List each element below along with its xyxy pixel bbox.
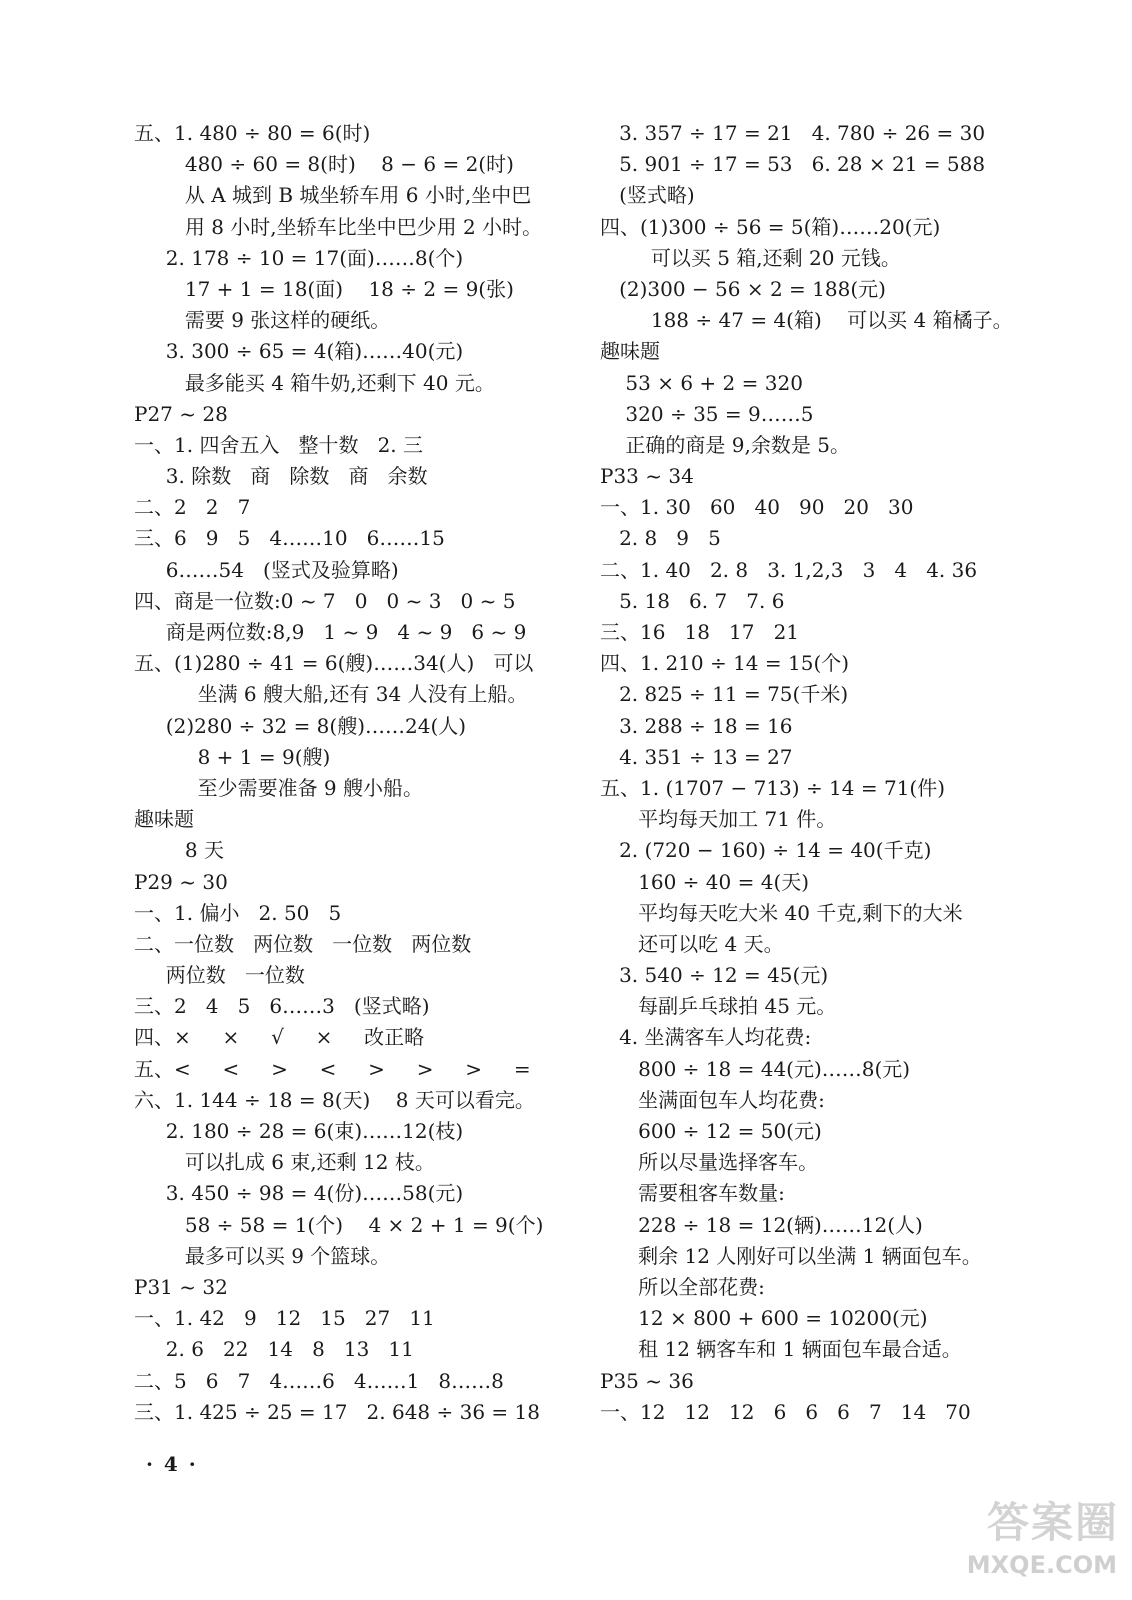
answer-line: 剩余 12 人刚好可以坐满 1 辆面包车。: [600, 1243, 982, 1268]
answer-line: 2. 825 ÷ 11 = 75(千米): [600, 682, 849, 707]
answer-line: 最多可以买 9 个篮球。: [134, 1243, 391, 1268]
answer-line: 三、16 18 17 21: [600, 620, 800, 644]
answer-line: 320 ÷ 35 = 9……5: [600, 401, 814, 426]
watermark-logo: [955, 1495, 1125, 1595]
answer-line: 3. 540 ÷ 12 = 45(元): [600, 963, 829, 988]
answer-line: 二、5 6 7 4……6 4……1 8……8: [134, 1368, 504, 1393]
answer-line: 4. 351 ÷ 13 = 27: [600, 744, 793, 769]
answer-line: 三、1. 425 ÷ 25 = 17 2. 648 ÷ 36 = 18: [134, 1399, 540, 1424]
watermark-top-text: 答案圈: [986, 1498, 1119, 1547]
answer-line: 480 ÷ 60 = 8(时) 8 − 6 = 2(时): [134, 152, 514, 177]
answer-line: 三、6 9 5 4……10 6……15: [134, 526, 445, 551]
answer-line: 2. 178 ÷ 10 = 17(面)……8(个): [134, 245, 464, 270]
answer-line: 还可以吃 4 天。: [600, 931, 784, 956]
answer-line: 2. 6 22 14 8 13 11: [134, 1337, 414, 1362]
answer-line: 最多能买 4 箱牛奶,还剩下 40 元。: [134, 370, 495, 395]
answer-line: 四、商是一位数:0 ~ 7 0 0 ~ 3 0 ~ 5: [134, 588, 516, 613]
answer-line: 2. (720 − 160) ÷ 14 = 40(千克): [600, 838, 932, 863]
answer-line: P29 ~ 30: [134, 869, 228, 894]
answer-line: 所以全部花费:: [600, 1274, 765, 1299]
answer-line: 5. 901 ÷ 17 = 53 6. 28 × 21 = 588: [600, 152, 986, 177]
answer-line: 3. 288 ÷ 18 = 16: [600, 713, 793, 738]
answer-line: 坐满 6 艘大船,还有 34 人没有上船。: [134, 682, 528, 707]
answer-line: 从 A 城到 B 城坐轿车用 6 小时,坐中巴: [134, 183, 532, 208]
answer-line: 一、1. 四舍五入 整十数 2. 三: [134, 432, 424, 457]
answer-line: 租 12 辆客车和 1 辆面包车最合适。: [600, 1337, 962, 1362]
answer-line: 可以扎成 6 束,还剩 12 枝。: [134, 1150, 435, 1175]
answer-line: 4. 坐满客车人均花费:: [600, 1025, 812, 1050]
answer-line: 平均每天吃大米 40 千克,剩下的大米: [600, 900, 963, 925]
answer-line: 坐满面包车人均花费:: [600, 1087, 825, 1112]
answer-line: 正确的商是 9,余数是 5。: [600, 432, 850, 457]
answer-line: 160 ÷ 40 = 4(天): [600, 869, 810, 894]
answer-line: 五、1. (1707 − 713) ÷ 14 = 71(件): [600, 775, 946, 800]
answer-line: 53 × 6 + 2 = 320: [600, 370, 803, 395]
answer-line: P35 ~ 36: [600, 1368, 694, 1393]
answer-line: 至少需要准备 9 艘小船。: [134, 775, 424, 800]
answer-line: 用 8 小时,坐轿车比坐中巴少用 2 小时。: [134, 214, 543, 239]
answer-line: 3. 300 ÷ 65 = 4(箱)……40(元): [134, 339, 464, 364]
answer-line: 228 ÷ 18 = 12(辆)……12(人): [600, 1212, 923, 1237]
answer-line: 3. 357 ÷ 17 = 21 4. 780 ÷ 26 = 30: [600, 121, 986, 145]
answer-line: 188 ÷ 47 = 4(箱) 可以买 4 箱橘子。: [600, 308, 1013, 333]
answer-line: 8 + 1 = 9(艘): [134, 744, 331, 769]
answer-line: 5. 18 6. 7 7. 6: [600, 588, 785, 613]
answer-line: 三、2 4 5 6……3 (竖式略): [134, 994, 430, 1019]
answer-line: (2)300 − 56 × 2 = 188(元): [600, 276, 886, 301]
answer-line: 六、1. 144 ÷ 18 = 8(天) 8 天可以看完。: [134, 1087, 535, 1112]
answer-line: 二、一位数 两位数 一位数 两位数: [134, 931, 472, 956]
answer-line: 3. 450 ÷ 98 = 4(份)……58(元): [134, 1181, 464, 1206]
answer-line: 五、(1)280 ÷ 41 = 6(艘)……34(人) 可以: [134, 651, 534, 676]
answer-line: 一、1. 42 9 12 15 27 11: [134, 1306, 435, 1331]
answer-line: 五、< < > < > > > =: [134, 1056, 531, 1081]
answer-line: 四、(1)300 ÷ 56 = 5(箱)……20(元): [600, 214, 941, 239]
answer-line: 58 ÷ 58 = 1(个) 4 × 2 + 1 = 9(个): [134, 1212, 544, 1237]
answer-line: 需要 9 张这样的硬纸。: [134, 308, 391, 333]
answer-line: 趣味题: [134, 807, 194, 832]
answer-line: (2)280 ÷ 32 = 8(艘)……24(人): [134, 713, 467, 738]
left-answer-column: [134, 118, 564, 1428]
answer-line: 8 天: [134, 838, 224, 863]
answer-line: P27 ~ 28: [134, 401, 228, 426]
answer-line: 四、1. 210 ÷ 14 = 15(个): [600, 651, 850, 676]
answer-line: 12 × 800 + 600 = 10200(元): [600, 1306, 928, 1331]
answer-line: 四、× × √ × 改正略: [134, 1025, 425, 1050]
answer-line: 可以买 5 箱,还剩 20 元钱。: [600, 245, 901, 270]
answer-line: 平均每天加工 71 件。: [600, 807, 837, 832]
answer-line: 商是两位数:8,9 1 ~ 9 4 ~ 9 6 ~ 9: [134, 620, 527, 644]
answer-line: P31 ~ 32: [134, 1274, 228, 1299]
answer-line: 两位数 一位数: [134, 963, 305, 988]
answer-line: 需要租客车数量:: [600, 1181, 785, 1206]
watermark-bottom-text: MXQE.COM: [966, 1551, 1117, 1579]
answer-line: (竖式略): [600, 183, 695, 208]
answer-line: 17 + 1 = 18(面) 18 ÷ 2 = 9(张): [134, 276, 514, 301]
answer-line: 2. 8 9 5: [600, 526, 721, 551]
answer-line: 一、12 12 12 6 6 6 7 14 70: [600, 1399, 971, 1424]
answer-line: 800 ÷ 18 = 44(元)……8(元): [600, 1056, 911, 1081]
answer-line: 6……54 (竖式及验算略): [134, 557, 399, 582]
answer-line: 五、1. 480 ÷ 80 = 6(时): [134, 121, 371, 145]
right-answer-column: [600, 118, 1040, 1428]
page-number: · 4 ·: [146, 1452, 198, 1476]
answer-line: 二、2 2 7: [134, 495, 251, 520]
answer-line: 每副乒乓球拍 45 元。: [600, 994, 837, 1019]
answer-line: 一、1. 30 60 40 90 20 30: [600, 495, 914, 520]
answer-line: 所以尽量选择客车。: [600, 1150, 819, 1175]
answer-line: 600 ÷ 12 = 50(元): [600, 1119, 822, 1143]
answer-line: P33 ~ 34: [600, 464, 694, 489]
answer-line: 二、1. 40 2. 8 3. 1,2,3 3 4 4. 36: [600, 557, 978, 582]
answer-line: 3. 除数 商 除数 商 余数: [134, 464, 428, 489]
answer-line: 一、1. 偏小 2. 50 5: [134, 900, 342, 925]
answer-line: 2. 180 ÷ 28 = 6(束)……12(枝): [134, 1119, 464, 1143]
answer-line: 趣味题: [600, 339, 660, 364]
